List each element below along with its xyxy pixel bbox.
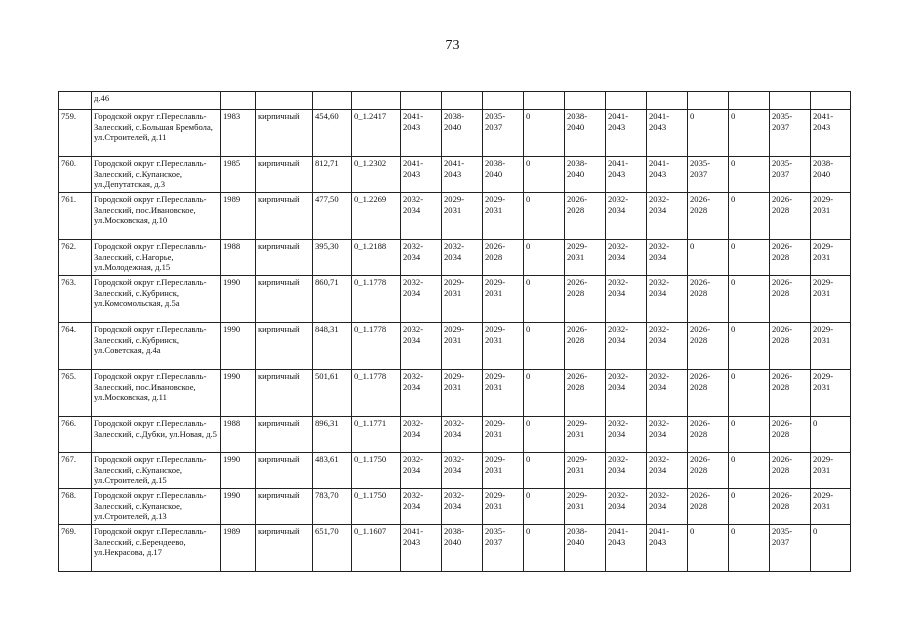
table-row [59,110,851,157]
cell-c11: 2029-2031 [811,453,851,489]
cell-c3: 2029-2031 [483,276,524,323]
cell-c5: 2038-2040 [565,110,606,157]
cell-address: Городской округ г.Переславль-Залесский, с.Купанское, ул.Депутатская, д.3 [92,157,221,193]
cell-material: кирпичный [256,276,313,323]
cell-area: 651,70 [313,525,352,572]
cell-c5: 2038-2040 [565,525,606,572]
cell-c2: 2041-2043 [442,157,483,193]
table-row [59,240,851,276]
cell-area: 454,60 [313,110,352,157]
cell-c10: 2026-2028 [770,453,811,489]
cell-year: 1990 [221,453,256,489]
cell-num: 759. [59,110,92,157]
cell-address: Городской округ г.Переславль-Залесский, с.Большая Брембола, ул.Строителей, д.11 [92,110,221,157]
cell-c6: 2032-2034 [606,193,647,240]
cell-c10: 2035-2037 [770,157,811,193]
table-row [59,157,851,193]
cell-c4: 0 [524,453,565,489]
cell-c10: 2026-2028 [770,417,811,453]
cell-c6: 2041-2043 [606,110,647,157]
cell-c11: 2029-2031 [811,276,851,323]
cell-c11: 2041-2043 [811,110,851,157]
cell-c11: 2029-2031 [811,489,851,525]
cell-c11: 2029-2031 [811,323,851,370]
table-row [59,370,851,417]
cell-index [352,92,401,110]
cell-c3: 2029-2031 [483,370,524,417]
cell-c7: 2041-2043 [647,157,688,193]
cell-c7: 2041-2043 [647,525,688,572]
cell-c8: 2035-2037 [688,157,729,193]
cell-c9: 0 [729,489,770,525]
cell-year: 1989 [221,525,256,572]
cell-c4: 0 [524,110,565,157]
cell-address: Городской округ г.Переславль-Залесский, с.Берендеево, ул.Некрасова, д.17 [92,525,221,572]
table-row [59,193,851,240]
cell-c8: 2026-2028 [688,276,729,323]
cell-address: Городской округ г.Переславль-Залесский, с.Нагорье, ул.Молодежная, д.15 [92,240,221,276]
cell-index: 0_1.1778 [352,276,401,323]
cell-area: 896,31 [313,417,352,453]
cell-num: 768. [59,489,92,525]
cell-c6 [606,92,647,110]
cell-num: 764. [59,323,92,370]
cell-material: кирпичный [256,417,313,453]
cell-c8: 2026-2028 [688,453,729,489]
cell-num [59,92,92,110]
cell-c5 [565,92,606,110]
cell-c1: 2032-2034 [401,323,442,370]
cell-num: 761. [59,193,92,240]
cell-c6: 2041-2043 [606,157,647,193]
cell-c7: 2032-2034 [647,276,688,323]
cell-material: кирпичный [256,110,313,157]
cell-c4: 0 [524,323,565,370]
cell-address: Городской округ г.Переславль-Залесский, пос.Ивановское, ул.Московская, д.10 [92,193,221,240]
table-row [59,323,851,370]
cell-num: 762. [59,240,92,276]
register-table [58,91,851,572]
cell-year: 1985 [221,157,256,193]
cell-c1: 2041-2043 [401,110,442,157]
cell-c10: 2026-2028 [770,276,811,323]
cell-c10 [770,92,811,110]
cell-index: 0_1.2188 [352,240,401,276]
cell-c11: 0 [811,525,851,572]
cell-c3: 2026-2028 [483,240,524,276]
cell-c9 [729,92,770,110]
cell-year [221,92,256,110]
table-row [59,417,851,453]
cell-c7: 2032-2034 [647,240,688,276]
cell-material: кирпичный [256,193,313,240]
cell-c6: 2032-2034 [606,276,647,323]
cell-c3: 2035-2037 [483,110,524,157]
cell-c11: 2029-2031 [811,370,851,417]
cell-c5: 2029-2031 [565,240,606,276]
cell-year: 1990 [221,276,256,323]
cell-c11 [811,92,851,110]
cell-c5: 2029-2031 [565,417,606,453]
table-row [59,276,851,323]
cell-c3: 2029-2031 [483,417,524,453]
cell-c2: 2032-2034 [442,489,483,525]
cell-c8: 0 [688,240,729,276]
cell-year: 1983 [221,110,256,157]
cell-c8: 2026-2028 [688,193,729,240]
cell-c4: 0 [524,276,565,323]
cell-c6: 2032-2034 [606,323,647,370]
cell-c9: 0 [729,240,770,276]
cell-c6: 2032-2034 [606,417,647,453]
cell-index: 0_1.2269 [352,193,401,240]
cell-c1: 2041-2043 [401,157,442,193]
cell-c4: 0 [524,489,565,525]
table-row [59,489,851,525]
cell-num: 766. [59,417,92,453]
cell-address: Городской округ г.Переславль-Залесский, с.Купанское, ул.Строителей, д.15 [92,453,221,489]
cell-c4: 0 [524,157,565,193]
cell-c8: 2026-2028 [688,489,729,525]
cell-index: 0_1.2417 [352,110,401,157]
cell-c9: 0 [729,453,770,489]
cell-index: 0_1.1778 [352,370,401,417]
cell-c10: 2026-2028 [770,323,811,370]
cell-c7: 2032-2034 [647,453,688,489]
cell-c2: 2038-2040 [442,525,483,572]
cell-material: кирпичный [256,489,313,525]
cell-material: кирпичный [256,525,313,572]
cell-index: 0_1.1771 [352,417,401,453]
cell-address: Городской округ г.Переславль-Залесский, с.Кубринск, ул.Комсомольская, д.5а [92,276,221,323]
cell-c2 [442,92,483,110]
cell-c9: 0 [729,525,770,572]
cell-c5: 2029-2031 [565,489,606,525]
cell-c6: 2032-2034 [606,489,647,525]
cell-c1: 2032-2034 [401,453,442,489]
cell-material: кирпичный [256,370,313,417]
table-row [59,453,851,489]
cell-c7: 2032-2034 [647,417,688,453]
cell-c4 [524,92,565,110]
cell-c11: 0 [811,417,851,453]
cell-c7: 2032-2034 [647,370,688,417]
cell-num: 769. [59,525,92,572]
cell-index: 0_1.1750 [352,489,401,525]
cell-c7: 2032-2034 [647,323,688,370]
cell-c10: 2026-2028 [770,370,811,417]
cell-c11: 2029-2031 [811,240,851,276]
cell-address: Городской округ г.Переславль-Залесский, с.Кубринск, ул.Советская, д.4а [92,323,221,370]
cell-c8: 2026-2028 [688,417,729,453]
cell-c9: 0 [729,110,770,157]
cell-c8: 2026-2028 [688,370,729,417]
cell-c10: 2026-2028 [770,240,811,276]
cell-year: 1988 [221,240,256,276]
cell-material [256,92,313,110]
cell-address: Городской округ г.Переславль-Залесский, пос.Ивановское, ул.Московская, д.11 [92,370,221,417]
cell-c10: 2026-2028 [770,193,811,240]
cell-index: 0_1.1607 [352,525,401,572]
cell-c9: 0 [729,276,770,323]
cell-area: 395,30 [313,240,352,276]
cell-num: 763. [59,276,92,323]
cell-year: 1988 [221,417,256,453]
cell-c5: 2026-2028 [565,276,606,323]
cell-c1 [401,92,442,110]
cell-c5: 2038-2040 [565,157,606,193]
cell-index: 0_1.1778 [352,323,401,370]
cell-c2: 2038-2040 [442,110,483,157]
cell-c3: 2038-2040 [483,157,524,193]
cell-address: Городской округ г.Переславль-Залесский, с.Купанское, ул.Строителей, д.13 [92,489,221,525]
cell-c8: 2026-2028 [688,323,729,370]
cell-index: 0_1.2302 [352,157,401,193]
cell-c4: 0 [524,193,565,240]
cell-c5: 2026-2028 [565,193,606,240]
cell-c2: 2029-2031 [442,276,483,323]
cell-c5: 2026-2028 [565,370,606,417]
cell-c2: 2032-2034 [442,453,483,489]
cell-num: 765. [59,370,92,417]
cell-c11: 2038-2040 [811,157,851,193]
cell-area: 783,70 [313,489,352,525]
cell-c2: 2032-2034 [442,417,483,453]
cell-num: 760. [59,157,92,193]
cell-c10: 2026-2028 [770,489,811,525]
cell-c3 [483,92,524,110]
cell-c6: 2032-2034 [606,453,647,489]
cell-area: 501,61 [313,370,352,417]
cell-year: 1989 [221,193,256,240]
cell-c11: 2029-2031 [811,193,851,240]
cell-c10: 2035-2037 [770,525,811,572]
cell-c3: 2029-2031 [483,489,524,525]
cell-c1: 2032-2034 [401,240,442,276]
cell-c2: 2029-2031 [442,370,483,417]
cell-c1: 2041-2043 [401,525,442,572]
cell-c4: 0 [524,240,565,276]
cell-material: кирпичный [256,323,313,370]
cell-c9: 0 [729,157,770,193]
cell-material: кирпичный [256,240,313,276]
cell-c3: 2029-2031 [483,453,524,489]
cell-c7 [647,92,688,110]
cell-c1: 2032-2034 [401,276,442,323]
cell-c9: 0 [729,417,770,453]
cell-address: д.46 [92,92,221,110]
cell-c7: 2041-2043 [647,110,688,157]
page-number: 73 [445,38,460,53]
cell-year: 1990 [221,323,256,370]
cell-area: 860,71 [313,276,352,323]
cell-c1: 2032-2034 [401,417,442,453]
cell-num: 767. [59,453,92,489]
cell-c7: 2032-2034 [647,489,688,525]
cell-c3: 2029-2031 [483,193,524,240]
cell-material: кирпичный [256,453,313,489]
cell-c9: 0 [729,193,770,240]
cell-material: кирпичный [256,157,313,193]
cell-c1: 2032-2034 [401,370,442,417]
cell-c2: 2032-2034 [442,240,483,276]
cell-c6: 2032-2034 [606,240,647,276]
continuation-row [59,92,851,110]
table-row [59,525,851,572]
cell-address: Городской округ г.Переславль-Залесский, с.Дубки, ул.Новая, д.5 [92,417,221,453]
cell-area: 483,61 [313,453,352,489]
cell-area: 848,31 [313,323,352,370]
cell-c10: 2035-2037 [770,110,811,157]
cell-c3: 2035-2037 [483,525,524,572]
cell-c2: 2029-2031 [442,323,483,370]
cell-c2: 2029-2031 [442,193,483,240]
cell-c8: 0 [688,525,729,572]
cell-c4: 0 [524,525,565,572]
cell-c3: 2029-2031 [483,323,524,370]
cell-c1: 2032-2034 [401,193,442,240]
cell-c7: 2032-2034 [647,193,688,240]
cell-area: 477,50 [313,193,352,240]
cell-c4: 0 [524,417,565,453]
cell-c8: 0 [688,110,729,157]
cell-c9: 0 [729,370,770,417]
table-body [59,92,851,572]
cell-c5: 2026-2028 [565,323,606,370]
cell-c4: 0 [524,370,565,417]
cell-index: 0_1.1750 [352,453,401,489]
cell-c6: 2041-2043 [606,525,647,572]
cell-c9: 0 [729,323,770,370]
cell-c6: 2032-2034 [606,370,647,417]
cell-area: 812,71 [313,157,352,193]
cell-year: 1990 [221,489,256,525]
cell-c1: 2032-2034 [401,489,442,525]
cell-area [313,92,352,110]
cell-year: 1990 [221,370,256,417]
cell-c5: 2029-2031 [565,453,606,489]
cell-c8 [688,92,729,110]
